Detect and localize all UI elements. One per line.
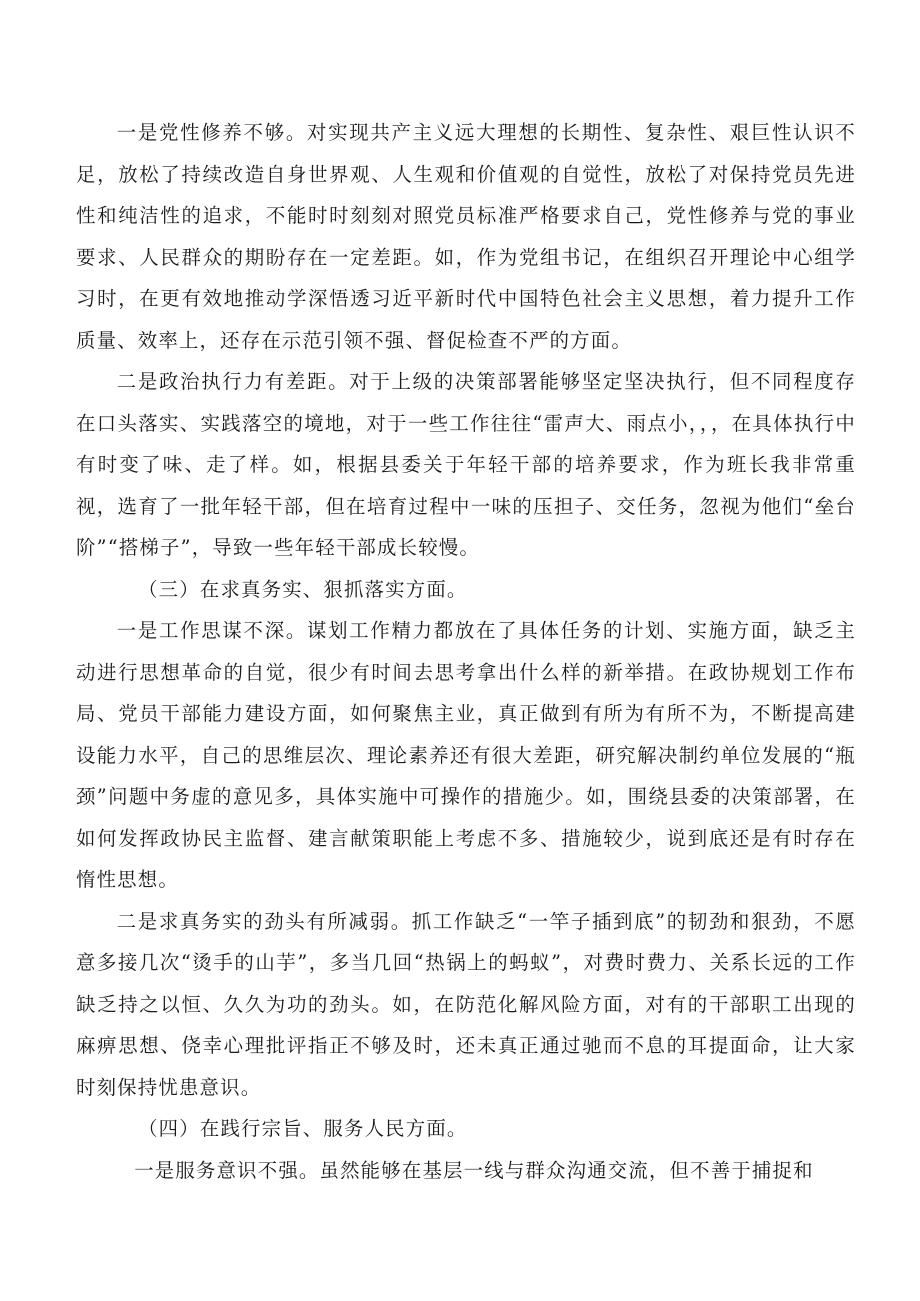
document-body bbox=[76, 112, 856, 1191]
section-heading-4: （四）在践行宗旨、服务人民方面。 bbox=[138, 1117, 468, 1140]
paragraph-party-spirit: 一是党性修养不够。对实现共产主义远大理想的长期性、复杂性、艰巨性认识不足，放松了持续改造自身世界观、人生观和价值观的自觉性，放松了对保持党员先进性和纯洁性的追求，不能时时刻刻对照党员标准严格要求自己，党性修养与党的事业要求、人民群众的期盼存在一定差距。如，作为党组书记，在组织召开理论中心组学习时，在更有效地推动学深悟透习近平新时代中国特色社会主义思想，着力提升工作质量、效率上，还存在示范引领不强、督促检查不严的方面。 bbox=[76, 121, 856, 352]
section-heading-3: （三）在求真务实、狠抓落实方面。 bbox=[138, 577, 468, 601]
paragraph-pragmatic-drive: 二是求真务实的劲头有所减弱。抓工作缺乏“一竿子插到底”的韧劲和狠劲，不愿意多接几次“烫手的山芋”，多当几回“热锅上的蚂蚁”，对费时费力、关系长远的工作缺乏持之以恒、久久为功的劲头。如，在防范化解风险方面，对有的干部职工出现的麻痹思想、侥幸心理批评指正不够及时，还未真正通过驰而不息的耳提面命，让大家时刻保持忧患意识。 bbox=[76, 909, 856, 1099]
paragraph-political-execution: 二是政治执行力有差距。对于上级的决策部署能够坚定坚决执行，但不同程度存在口头落实、实践落空的境地，对于一些工作往往“雷声大、雨点小，，，在具体执行中有时变了味、走了样。如，根据县委关于年轻干部的培养要求，作为班长我非常重视，选育了一批年轻干部，但在培育过程中一味的压担子、交任务，忽视为他们“垒台阶”“搭梯子”，导致一些年轻干部成长较慢。 bbox=[76, 370, 856, 559]
paragraph-work-planning: 一是工作思谋不深。谋划工作精力都放在了具体任务的计划、实施方面，缺乏主动进行思想革命的自觉，很少有时间去思考拿出什么样的新举措。在政协规划工作布局、党员干部能力建设方面，如何聚焦主业，真正做到有所为有所不为，不断提高建设能力水平，自己的思维层次、理论素养还有很大差距，研究解决制约单位发展的“瓶颈”问题中务虚的意见多，具体实施中可操作的措施少。如，围绕县委的决策部署，在如何发挥政协民主监督、建言献策职能上考虑不多、措施较少，说到底还是有时存在惰性思想。 bbox=[76, 619, 856, 891]
paragraph-service-awareness: 一是服务意识不强。虽然能够在基层一线与群众沟通交流，但不善于捕捉和 bbox=[134, 1158, 814, 1182]
